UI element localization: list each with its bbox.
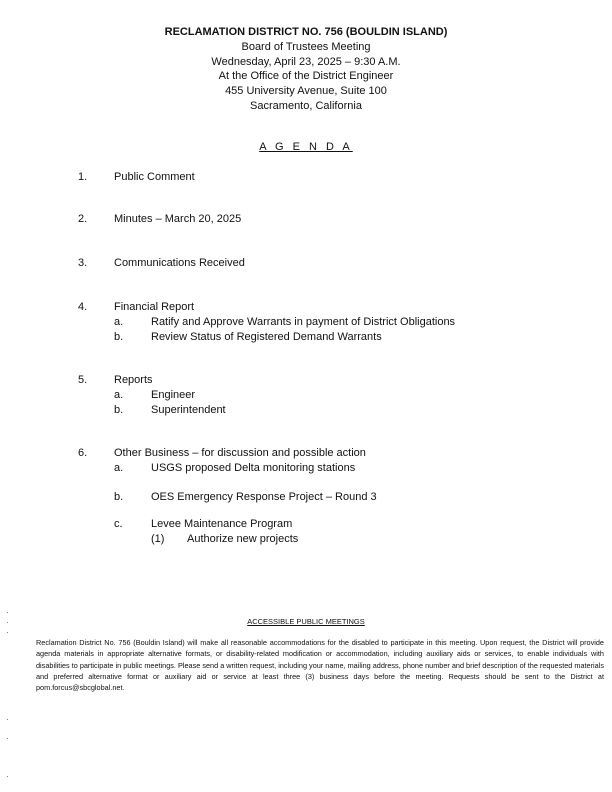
item-6a-text: USGS proposed Delta monitoring stations <box>151 462 356 474</box>
margin-mark: · <box>6 618 9 627</box>
item-3-number: 3. <box>78 257 88 269</box>
notice-title: ACCESSIBLE PUBLIC MEETINGS <box>247 617 365 626</box>
item-5b-letter: b. <box>114 404 124 416</box>
item-4a-letter: a. <box>114 316 124 328</box>
item-5a-letter: a. <box>114 389 124 401</box>
item-6-number: 6. <box>78 447 88 459</box>
notice-body: Reclamation District No. 756 (Bouldin Island) will make all reasonable accommodations for the disabled to participate in this meeting. Upon request, the District will provide agenda materials in appropriate alternative formats, or disability-related modification or accommodation, including auxiliary aids or services, to enable individuals with disabilities to participate in public meetings. Please send a written request, including your name, mailing address, phone number and brief description of the requested materials and preferred alternative format or auxiliary aid or service at least three (3) business days before the meeting. Requests should be sent to the District at pom.forcus@sbcglobal.net. <box>36 638 604 693</box>
meeting-city: Sacramento, California <box>250 99 362 112</box>
item-5a-text: Engineer <box>151 389 196 401</box>
margin-mark: · <box>6 628 9 637</box>
item-6b-text: OES Emergency Response Project – Round 3 <box>151 491 377 503</box>
item-4b-text: Review Status of Registered Demand Warrants <box>151 331 382 343</box>
meeting-address: 455 University Avenue, Suite 100 <box>225 85 387 98</box>
item-1-number: 1. <box>78 171 88 183</box>
item-5-label: Reports <box>114 374 153 386</box>
agenda-title: A G E N D A <box>259 141 353 153</box>
meeting-datetime: Wednesday, April 23, 2025 – 9:30 A.M. <box>211 55 401 68</box>
margin-mark: · <box>6 608 9 617</box>
meeting-name: Board of Trustees Meeting <box>241 40 371 53</box>
item-4-label: Financial Report <box>114 301 195 313</box>
meeting-location: At the Office of the District Engineer <box>218 70 394 83</box>
item-5-number: 5. <box>78 374 88 386</box>
item-3-label: Communications Received <box>114 257 245 269</box>
item-6-label: Other Business – for discussion and possible action <box>114 447 366 459</box>
item-2-label: Minutes – March 20, 2025 <box>114 213 242 225</box>
item-6a-letter: a. <box>114 462 124 474</box>
item-6b-letter: b. <box>114 491 124 503</box>
margin-mark: · <box>6 772 9 781</box>
item-2-number: 2. <box>78 213 88 225</box>
item-1-label: Public Comment <box>114 171 195 183</box>
item-4-number: 4. <box>78 301 88 313</box>
item-6c-text: Levee Maintenance Program <box>151 518 293 530</box>
margin-mark: · <box>6 734 9 743</box>
district-title: RECLAMATION DISTRICT NO. 756 (BOULDIN ISLAND) <box>164 26 448 38</box>
margin-mark: · <box>6 715 9 724</box>
item-6c1-number: (1) <box>151 533 165 545</box>
item-4a-text: Ratify and Approve Warrants in payment of District Obligations <box>151 316 456 328</box>
item-4b-letter: b. <box>114 331 124 343</box>
item-6c1-text: Authorize new projects <box>187 533 299 545</box>
item-6c-letter: c. <box>114 518 123 530</box>
meeting-header <box>0 25 612 114</box>
item-5b-text: Superintendent <box>151 404 226 416</box>
